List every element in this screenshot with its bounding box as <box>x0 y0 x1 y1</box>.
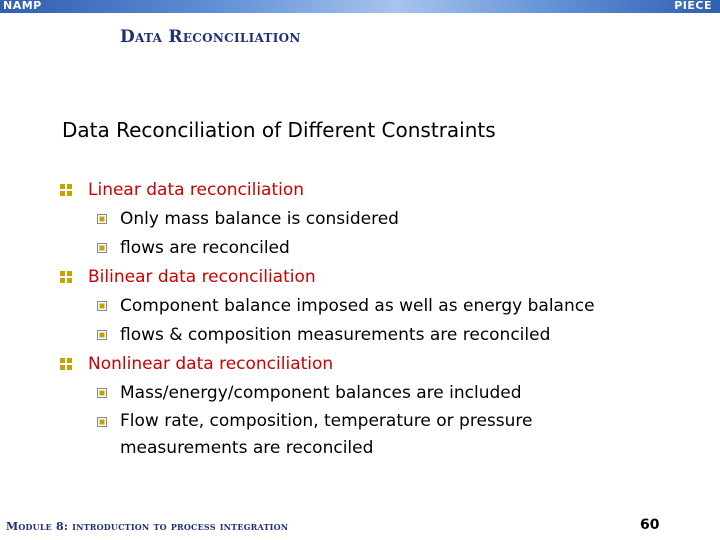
bullet-item <box>56 263 696 292</box>
sub-bullet-item <box>56 408 620 462</box>
sub-bullet-item <box>56 292 696 321</box>
square-bullet-icon <box>97 330 107 340</box>
square-bullet-icon <box>97 301 107 311</box>
bullet-item <box>56 176 696 205</box>
square-bullet-icon <box>97 243 107 253</box>
sub-bullet-item <box>56 234 696 263</box>
bullet-text: Bilinear data reconciliation <box>88 267 316 287</box>
sub-bullet-text: Mass/energy/component balances are included <box>120 383 522 403</box>
sub-bullet-text: flows & composition measurements are reconciled <box>120 325 551 345</box>
square-bullet-icon <box>97 214 107 224</box>
sub-bullet-text: flows are reconciled <box>120 238 290 258</box>
sub-bullet-item <box>56 379 696 408</box>
sub-bullet-text: Component balance imposed as well as energy balance <box>120 296 595 316</box>
footer-module: Module 8: introduction to process integration <box>6 520 289 533</box>
diamond-bullet-icon <box>60 358 72 370</box>
bullet-item <box>56 350 696 379</box>
page-number: 60 <box>640 517 660 533</box>
bullet-text: Linear data reconciliation <box>88 180 305 200</box>
slide-title: Data Reconciliation of Different Constraints <box>62 118 496 142</box>
bullet-text: Nonlinear data reconciliation <box>88 354 334 374</box>
piece-label: PIECE <box>674 0 712 12</box>
sub-bullet-text: Flow rate, composition, temperature or pressure measurements are reconciled <box>120 411 533 458</box>
diamond-bullet-icon <box>60 271 72 283</box>
sub-bullet-item <box>56 205 696 234</box>
diamond-bullet-icon <box>60 184 72 196</box>
square-bullet-icon <box>97 388 107 398</box>
section-title: Data Reconciliation <box>120 27 301 47</box>
square-bullet-icon <box>97 417 107 427</box>
bullet-list <box>56 176 696 462</box>
top-banner <box>0 0 720 13</box>
sub-bullet-text: Only mass balance is considered <box>120 209 399 229</box>
namp-label: NAMP <box>3 0 42 12</box>
sub-bullet-item <box>56 321 696 350</box>
